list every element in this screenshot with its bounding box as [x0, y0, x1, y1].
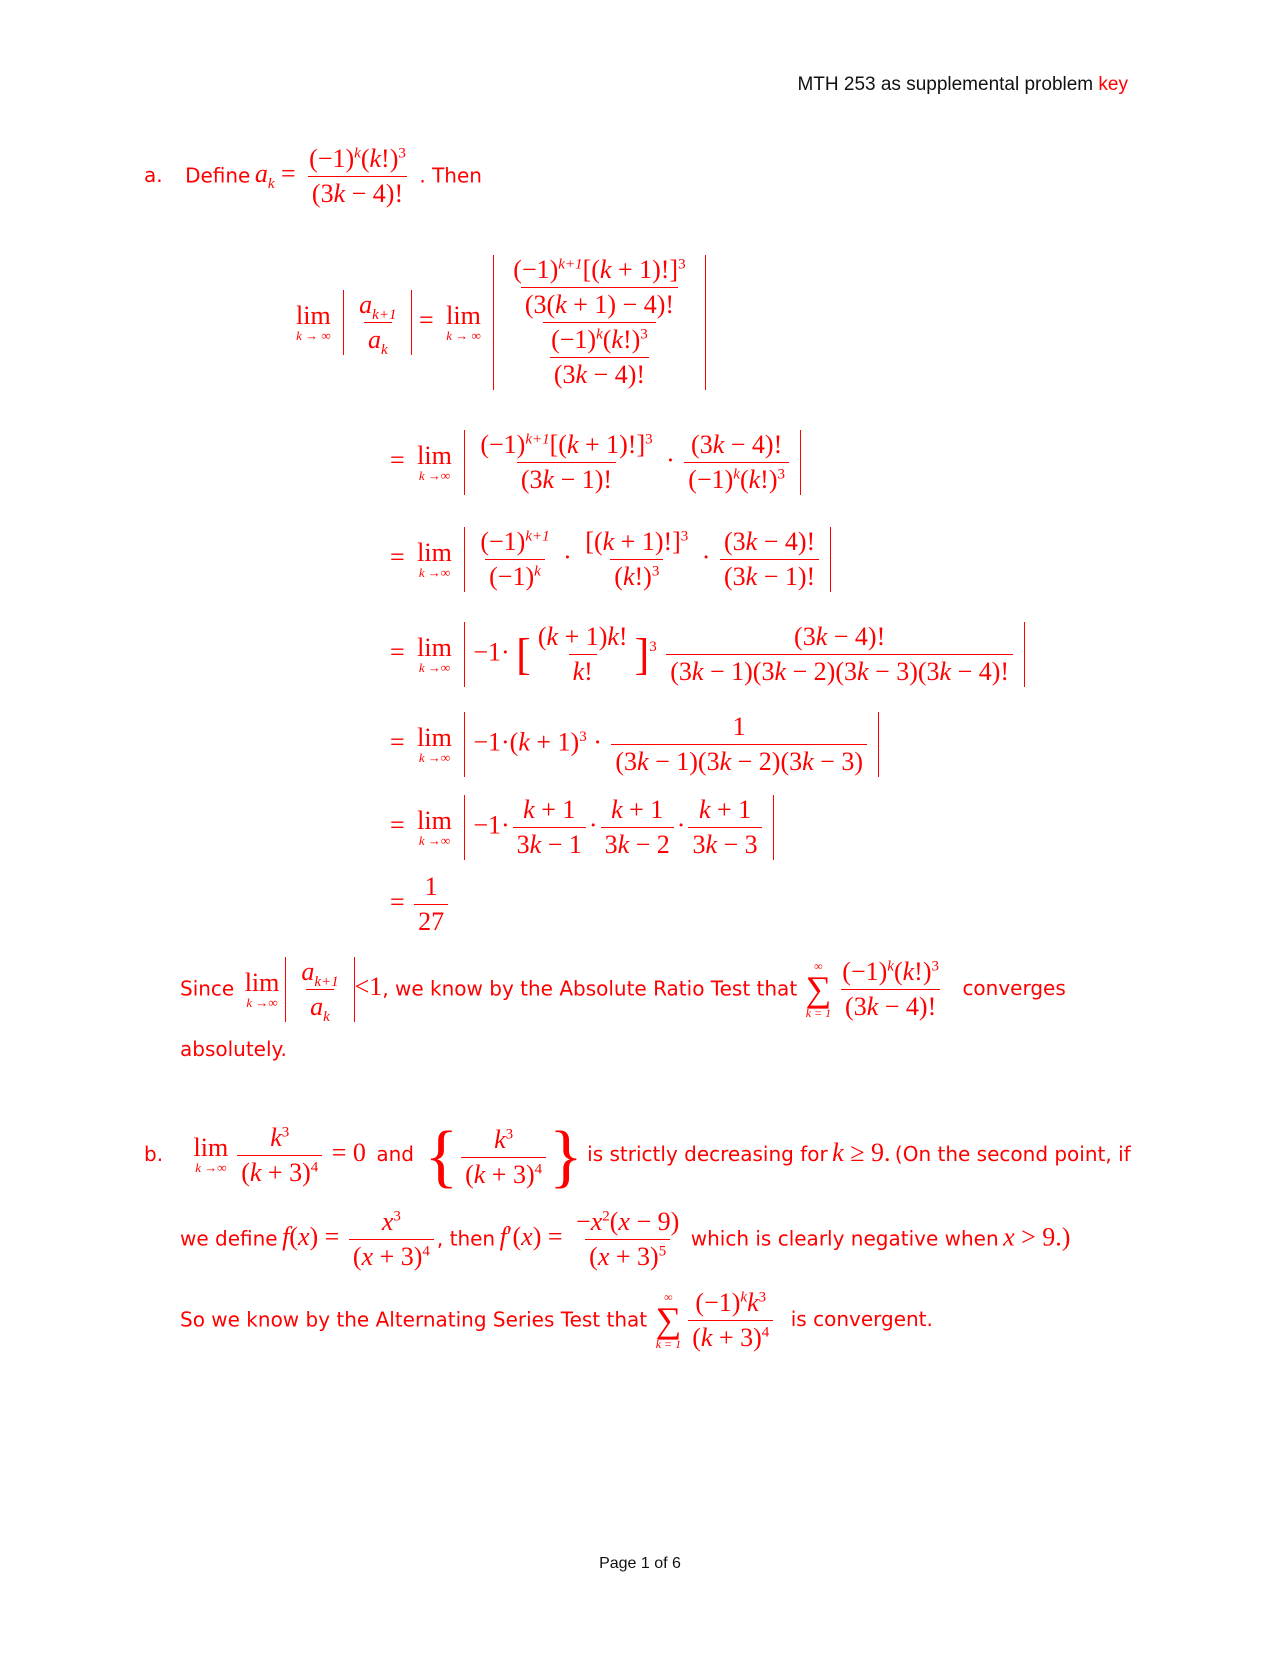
header-title: MTH 253 as supplemental problem: [797, 74, 1094, 95]
ratio-step-5: = lim k →∞ $-1\cdot(k + 1)^3$ · $\frac{1}{(3k - 1)(3k - 2)(3k - 3)}$: [390, 712, 879, 777]
part-b-label: b.: [144, 1142, 164, 1167]
page-header: [797, 74, 1128, 96]
since-text: Since: [180, 976, 235, 1001]
so-text: So we know by the Alternating Series Test that: [180, 1307, 648, 1332]
ratio-test-text: , we know by the Absolute Ratio Test that: [382, 976, 798, 1001]
define-word: Define: [185, 163, 251, 188]
alternating-line: So we know by the Alternating Series Test that ∞ ∑ k = 1 $\frac{(-1)^kk^3}{(k + 3)^4}$ is convergent.: [180, 1288, 933, 1352]
absolutely-text: absolutely.: [180, 1037, 287, 1061]
converges-text: converges: [962, 976, 1066, 1001]
negative-text: which is clearly negative when: [690, 1226, 999, 1251]
we-define-text: we define: [180, 1226, 278, 1251]
and-word: and: [376, 1142, 414, 1167]
ratio-step-2: = lim k →∞ $\frac{(-1)^{k+1}[(k + 1)!]^3}{(3k - 1)!}$ · $\frac{(3k - 4)!}{(-1)^k(k!)^3}$: [390, 430, 801, 495]
header-key: key: [1098, 74, 1128, 95]
then-word: . Then: [419, 163, 482, 188]
part-b-line: b. lim k →∞ $\frac{k^3}{(k + 3)^4}$ = 0 and { $\frac{k^3}{(k + 3)^4}$ } is strictly decreasing for k ≥ 9. (On the second point, if: [144, 1118, 1131, 1195]
decreasing-text: is strictly decreasing for: [587, 1142, 828, 1167]
define-line: [144, 144, 482, 209]
second-point-text: (On the second point, if: [894, 1142, 1131, 1167]
ratio-step-6: = lim k →∞ −1· $\frac{k + 1}{3k - 1}$ · $\frac{k + 1}{3k - 2}$ · $\frac{k + 1}{3k - 3}$: [390, 795, 774, 860]
then-text: , then: [436, 1226, 496, 1251]
ratio-step-3: = lim k →∞ $\frac{(-1)^{k+1}}{(-1)^k}$ · $\frac{[(k + 1)!]^3}{(k!)^3}$ · $\frac{(3k - 4)!}{(3k - 1)!}$: [390, 527, 831, 592]
define-expr: $a_k$ = $\frac{(-1)^k(k!)^3}{(3k - 4)!}$: [254, 144, 406, 208]
part-a-label: a.: [144, 163, 163, 188]
define-f-line: we define f(x) = $\frac{x^3}{(x + 3)^4}$ , then f′(x) = $\frac{-x^2(x - 9)}{(x + 3)^5}$ which is clearly negative when x > 9.): [180, 1207, 1071, 1271]
convergent-text: is convergent.: [790, 1307, 933, 1332]
since-line: Since lim k →∞ $\frac{a_{k+1}}{a_k}$ <1, we know by the Absolute Ratio Test that ∞ ∑ k = 1 $\frac{(-1)^k(k!)^3}{(3k - 4)!}$ converges: [180, 957, 1066, 1026]
ratio-result: = $\frac{1}{27}$: [390, 872, 451, 937]
ratio-step-1: lim k → ∞ $\frac{a_{k+1}}{a_k}$ = lim k → ∞ $\frac{\frac{(-1)^{k+1}[(k + 1)!]^3}{(3(k + 1) - 4)!}}{\frac{(-1)^k(k!)^3}{(3k - 4)!}}$: [290, 255, 706, 390]
ratio-step-4: = lim k →∞ −1· [ $\frac{(k + 1)k!}{k!}$ ]$^3$ $\frac{(3k - 4)!}{(3k - 1)(3k - 2)(3k - 3)(3k - 4)!}$: [390, 622, 1025, 687]
page-footer: Page 1 of 6: [599, 1555, 681, 1572]
